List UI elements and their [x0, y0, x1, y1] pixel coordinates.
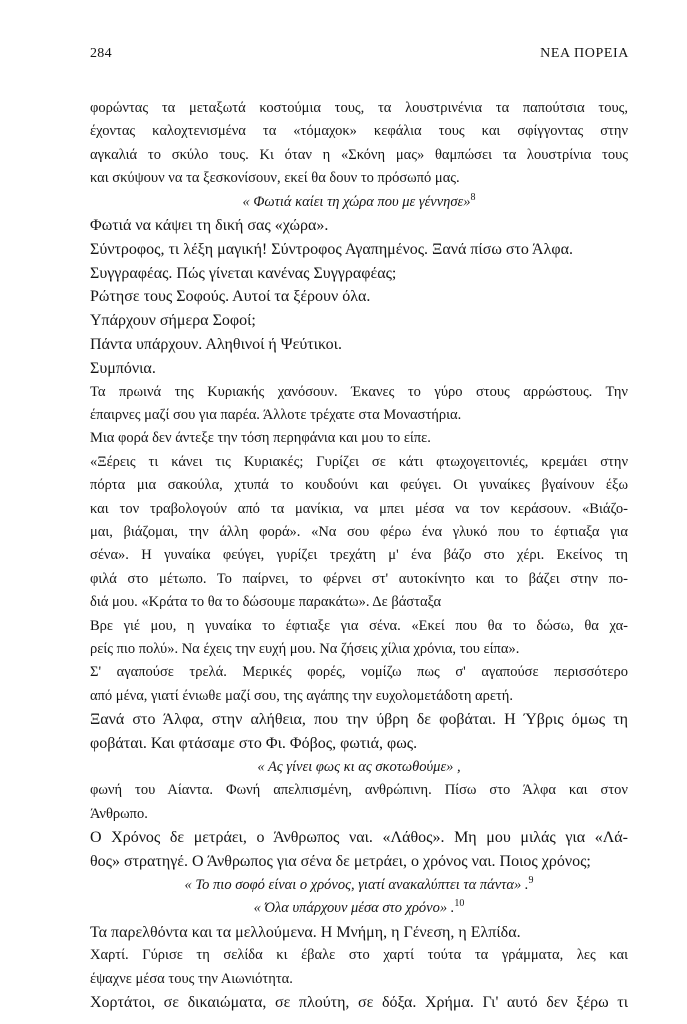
text-line [90, 685, 628, 708]
line-text: « Φωτιά καίει τη χώρα που με γέννησε» [242, 193, 471, 210]
line-text: Ξανά στο Άλφα, στην αλήθεια, που την ύβρη δε φοβάται. Η Ύβρις όμως τη [90, 711, 628, 729]
line-text: Άνθρωπο. [90, 805, 148, 822]
text-line [90, 521, 628, 544]
line-text: Πάντα υπάρχουν. Αληθινοί ή Ψεύτικοι. [90, 336, 342, 354]
line-text: φιλά στο μέτωπο. Το παίρνει, το φέρνει στ' αυτοκίνητο και το βάζει στην πο- [90, 570, 628, 587]
text-line [90, 451, 628, 474]
line-text: και σκύψουν να τα ξεσκονίσουν, εκεί θα δουν το πρόσωπό μας. [90, 170, 460, 187]
text-line [90, 921, 628, 945]
line-text: Βρε γιέ μου, η γυναίκα το έφτιαξε για σένα. «Εκεί που θα το δώσω, θα χα- [90, 617, 628, 634]
line-text: από μένα, γιατί ένιωθε μαζί σου, της αγάπης την ευχολομετάδοτη αρετή. [90, 687, 513, 704]
text-line [90, 427, 628, 450]
quotation-line [90, 191, 628, 214]
text-line [90, 262, 628, 286]
text-line [90, 591, 628, 614]
line-text: Μια φορά δεν άντεξε την τόση περηφάνια και μου το είπε. [90, 430, 431, 447]
text-line [90, 120, 628, 143]
text-line [90, 991, 628, 1015]
line-text: « Το πιο σοφό είναι ο χρόνος, γιατί ανακαλύπτει τα πάντα» . [184, 876, 529, 893]
text-line [90, 732, 628, 756]
footnote-marker: 9 [528, 874, 534, 886]
running-header [90, 46, 629, 66]
text-line [90, 498, 628, 521]
line-text: φοβάται. Και φτάσαμε στο Φι. Φόβος, φωτιά, φως. [90, 735, 418, 753]
line-text: μαι, βιάζομαι, την άλλη φορά». «Να σου φέρω ένα γλυκό που το έφτιαξα για [90, 524, 628, 541]
line-text: «Ξέρεις τι κάνει τις Κυριακές; Γυρίζει σε κάτι φτωχογειτονιές, κρεμάει στην [90, 453, 628, 470]
text-line [90, 404, 628, 427]
line-text: αγκαλιά το σκύλο τους. Κι όταν η «Σκόνη μας» θαμπώσει τα λουστρίνια τους [90, 146, 628, 163]
line-text: έχοντας καλοχτενισμένα τα «τόμαχοκ» κεφάλια τους και σφίγγοντας στην [90, 123, 628, 140]
line-text: Σύντροφος, τι λέξη μαγική! Σύντροφος Αγαπημένος. Ξανά πίσω στο Άλφα. [90, 240, 573, 258]
text-line [90, 615, 628, 638]
text-line [90, 357, 628, 381]
line-text: φορώντας τα μεταξωτά κοστούμια τους, τα λουστρινένια τα παπούτσια τους, [90, 100, 628, 116]
running-title: ΝΕΑ ΠΟΡΕΙΑ [540, 46, 629, 61]
quotation-line [90, 756, 628, 779]
line-text: έπαιρνες μαζί σου για παρέα. Άλλοτε τρέχατε στα Μοναστήρια. [90, 407, 462, 424]
text-line [90, 708, 628, 732]
line-text: ρείς πιο πολύ». Να έχεις την ευχή μου. Να ζήσεις χίλια χρόνια, του είπα». [90, 641, 520, 658]
line-text: έψαχνε μέσα τους την Αιωνιότητα. [90, 970, 293, 987]
footnote-marker: 8 [470, 191, 476, 203]
text-line [90, 803, 628, 826]
line-text: Σ' αγαπούσε τρελά. Μερικές φορές, νομίζω πως σ' αγαπούσε περισσότερο [90, 664, 628, 681]
line-text: Ο Χρόνος δε μετράει, ο Άνθρωπος ναι. «Λάθος». Μη μου μιλάς για «Λά- [90, 829, 628, 847]
quotation-line [90, 874, 628, 897]
text-line [90, 381, 628, 404]
footnote-marker: 10 [454, 898, 465, 910]
line-text: Συγγραφέας. Πώς γίνεται κανένας Συγγραφέας; [90, 264, 397, 282]
line-text: Τα πρωινά της Κυριακής χανόσουν. Έκανες το γύρο στους αρρώστους. Την [90, 383, 628, 400]
line-text: « Ας γίνει φως κι ας σκοτωθούμε» , [257, 758, 461, 775]
line-text: Συμπόνια. [90, 359, 156, 377]
line-text: πόρτα μια σακούλα, χτυπά το κουδούνι και φεύγει. Οι γυναίκες βγαίνουν έξω [90, 477, 628, 494]
text-line [90, 238, 628, 262]
text-line [90, 309, 628, 333]
page-number: 284 [90, 46, 112, 61]
text-line [90, 333, 628, 357]
line-text: διά μου. «Κράτα το θα το δώσουμε παρακάτω». Δε βάσταξα [90, 594, 442, 611]
text-line [90, 944, 628, 967]
text-line [90, 568, 628, 591]
text-line [90, 638, 628, 661]
line-text: φωνή του Αίαντα. Φωνή απελπισμένη, ανθρώπινη. Πίσω στο Άλφα και στον [90, 782, 628, 799]
line-text: « Όλα υπάρχουν μέσα στο χρόνο» . [253, 900, 455, 917]
text-line [90, 968, 628, 991]
text-line [90, 850, 628, 874]
quotation-line [90, 897, 628, 920]
line-text: Φωτιά να κάψει τη δική σας «χώρα». [90, 217, 329, 235]
text-line [90, 474, 628, 497]
line-text: σένα». Η γυναίκα φεύγει, γυρίζει τρεχάτη μ' ένα βάζο στο χέρι. Εκείνος τη [90, 547, 628, 564]
line-text: θος» στρατηγέ. Ο Άνθρωπος για σένα δε μετράει, ο χρόνος ναι. Ποιος χρόνος; [90, 852, 591, 870]
line-text: Ρώτησε τους Σοφούς. Αυτοί τα ξέρουν όλα. [90, 288, 371, 306]
line-text: Χαρτί. Γύρισε τη σελίδα κι έβαλε στο χαρτί τούτα τα γράμματα, λες και [90, 947, 628, 964]
text-line [90, 144, 628, 167]
line-text: και τον τραβολογούν από τα μανίκια, να μπει μέσα να τον κεράσουν. «Βιάζο- [90, 500, 628, 517]
text-line [90, 826, 628, 850]
text-body [90, 97, 628, 1015]
text-line [90, 167, 628, 190]
text-line [90, 661, 628, 684]
line-text: Υπάρχουν σήμερα Σοφοί; [90, 312, 256, 330]
line-text: Τα παρελθόντα και τα μελλούμενα. Η Μνήμη, η Γένεση, η Ελπίδα. [90, 923, 521, 941]
text-line [90, 214, 628, 238]
text-line [90, 285, 628, 309]
text-line [90, 779, 628, 802]
text-line [90, 97, 628, 120]
text-line [90, 544, 628, 567]
line-text: Χορτάτοι, σε δικαιώματα, σε πλούτη, σε δόξα. Χρήμα. Γι' αυτό δεν ξέρω τι [90, 994, 628, 1012]
